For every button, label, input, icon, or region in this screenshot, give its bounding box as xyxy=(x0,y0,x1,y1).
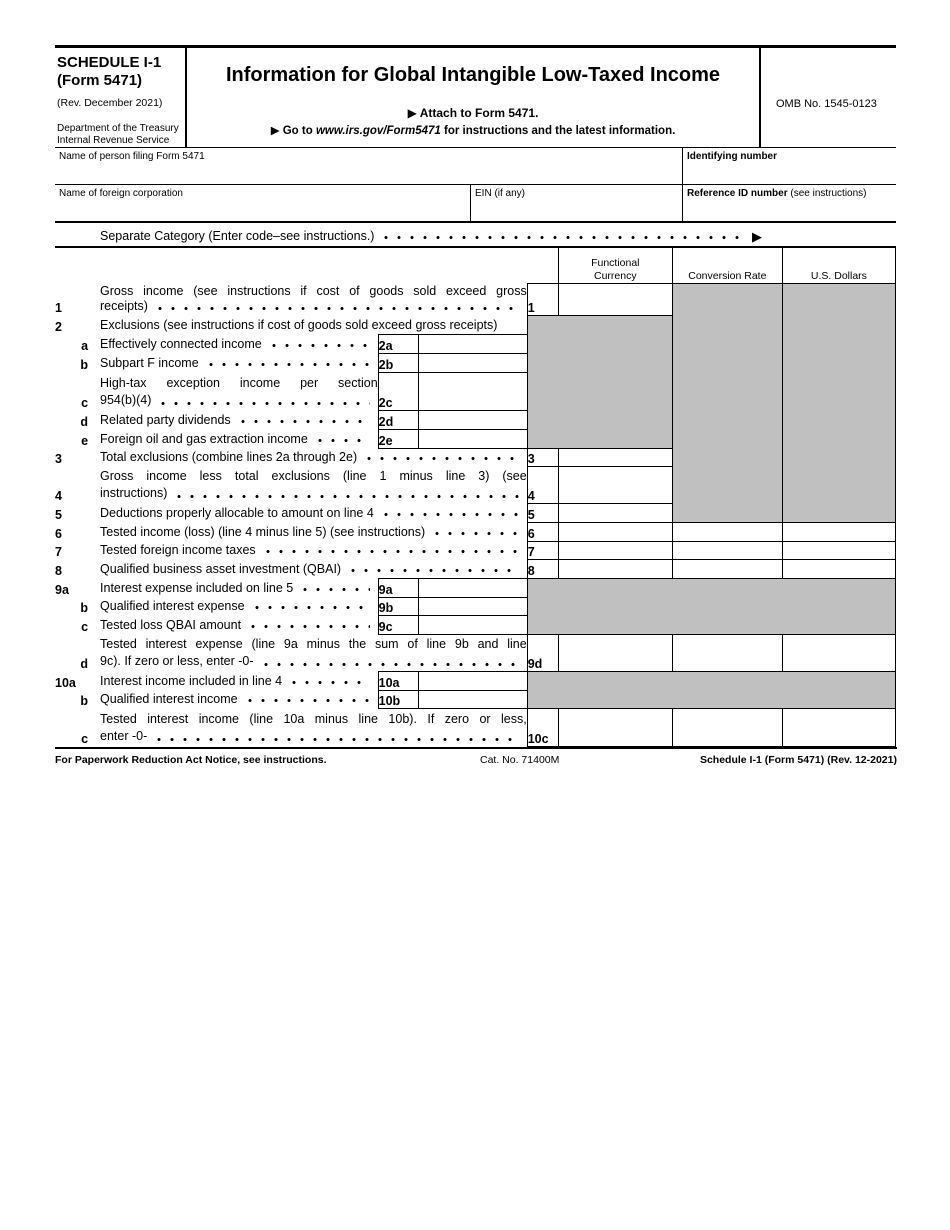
form-id-footer: Schedule I-1 (Form 5471) (Rev. 12-2021) xyxy=(699,754,897,766)
line-2a-label: Effectively connected income xyxy=(100,334,378,353)
attach-instruction: ▶ Attach to Form 5471. xyxy=(407,106,539,120)
line-10b-label: Qualified interest income xyxy=(100,690,378,708)
line-4-entry-number: 4 xyxy=(527,466,558,503)
column-header-us-dollars: U.S. Dollars xyxy=(782,248,895,283)
goto-suffix: for instructions and the latest information. xyxy=(440,125,676,137)
line-9a-number: 9a xyxy=(55,583,69,597)
line-2b-label: Subpart F income xyxy=(100,353,378,372)
line-9d-us-dollars-input[interactable] xyxy=(782,634,895,671)
column-header-conversion-rate: Conversion Rate xyxy=(672,248,782,283)
line-8-label: Qualified business asset investment (QBAI) xyxy=(100,559,527,578)
table-row-line-10c xyxy=(55,708,896,746)
line-9b-letter: b xyxy=(80,601,89,615)
leader-dots xyxy=(384,512,519,517)
line-2e-amount-input[interactable] xyxy=(418,429,527,448)
leader-dots xyxy=(241,419,370,424)
goto-prefix: ▶ Go to xyxy=(270,125,316,137)
line-2d-letter: d xyxy=(80,415,89,429)
omb-box xyxy=(761,48,896,147)
goto-instruction xyxy=(187,123,759,137)
department-label xyxy=(57,123,183,147)
line-7-label: Tested foreign income taxes xyxy=(100,541,527,559)
line-9b-entry-number: 9b xyxy=(378,597,418,615)
gilti-table xyxy=(55,248,896,747)
line-9d-letter: d xyxy=(80,657,89,671)
line-2c-amount-input[interactable] xyxy=(418,372,527,410)
lines-1-5-us-dollars-shaded xyxy=(782,283,895,522)
line-2a-letter: a xyxy=(81,339,89,353)
line-10c-conversion-rate-input[interactable] xyxy=(672,708,782,746)
line-10c-us-dollars-input[interactable] xyxy=(782,708,895,746)
reference-id-note: (see instructions) xyxy=(787,188,867,199)
leader-dots xyxy=(157,737,518,742)
line-10a-label: Interest income included in line 4 xyxy=(100,671,378,690)
line-6-label: Tested income (loss) (line 4 minus line 5) (see instructions) xyxy=(100,522,527,541)
line-9c-label: Tested loss QBAI amount xyxy=(100,615,378,634)
column-header-row xyxy=(55,248,896,283)
leader-dots xyxy=(251,624,370,629)
identifying-number-field[interactable] xyxy=(682,148,896,184)
line-5-number: 5 xyxy=(55,508,62,522)
leader-dots xyxy=(161,401,369,406)
line-9d-functional-currency-input[interactable] xyxy=(558,634,672,671)
line-8-number: 8 xyxy=(55,564,62,578)
line-10c-letter: c xyxy=(81,732,89,746)
line-10b-entry-number: 10b xyxy=(378,690,418,708)
irs-url-link[interactable]: www.irs.gov/Form5471 xyxy=(315,125,441,137)
line-5-entry-number: 5 xyxy=(527,503,558,522)
leader-dots xyxy=(292,680,370,685)
line-5-functional-currency-input[interactable] xyxy=(558,503,672,522)
line-2-number: 2 xyxy=(55,320,62,334)
line-2b-entry-number: 2b xyxy=(378,353,418,372)
line-3-functional-currency-input[interactable] xyxy=(558,448,672,466)
identity-row-1 xyxy=(55,147,896,185)
leader-dots xyxy=(266,549,519,554)
leader-dots xyxy=(318,438,370,443)
line-2c-label: High-tax exception income per section 954(b)(4) xyxy=(100,376,378,407)
revision-date: (Rev. December 2021) xyxy=(57,97,163,109)
form-header xyxy=(55,45,896,147)
lines-1-5-conversion-rate-shaded xyxy=(672,283,782,522)
line-9b-label: Qualified interest expense xyxy=(100,597,378,615)
line-5-label: Deductions properly allocable to amount on line 4 xyxy=(100,503,527,522)
leader-dots xyxy=(248,698,370,703)
form-footer xyxy=(55,747,897,766)
line-1-number: 1 xyxy=(55,301,62,315)
department-line1: Department of the Treasury xyxy=(57,123,179,134)
name-of-foreign-corporation-label: Name of foreign corporation xyxy=(59,188,183,199)
form-header-center xyxy=(185,48,761,147)
omb-number: OMB No. 1545-0123 xyxy=(776,98,877,110)
line-6-functional-currency-input[interactable] xyxy=(558,522,672,541)
separate-category-row xyxy=(55,223,896,248)
ein-field[interactable] xyxy=(470,185,682,221)
line-2d-entry-number: 2d xyxy=(378,410,418,429)
line-10c-entry-number: 10c xyxy=(527,708,558,746)
line-2e-entry-number: 2e xyxy=(378,429,418,448)
line-4-label: Gross income less total exclusions (line 1 minus line 3) (see instructions) xyxy=(100,469,527,500)
table-row-line-7 xyxy=(55,541,896,559)
line-2c-letter: c xyxy=(81,396,89,410)
table-row-line-6 xyxy=(55,522,896,541)
separate-category-code-input[interactable] xyxy=(766,225,896,243)
table-row-line-1 xyxy=(55,283,896,315)
table-row-line-10a xyxy=(55,671,896,690)
line-10c-functional-currency-input[interactable] xyxy=(558,708,672,746)
paperwork-notice: For Paperwork Reduction Act Notice, see instructions. xyxy=(55,754,327,766)
line-2b-amount-input[interactable] xyxy=(418,353,527,372)
catalog-number: Cat. No. 71400M xyxy=(480,754,560,766)
line-8-conversion-rate-input[interactable] xyxy=(672,559,782,578)
line-3-label: Total exclusions (combine lines 2a through 2e) xyxy=(100,448,527,466)
line-1-entry-number: 1 xyxy=(527,283,558,315)
line-2d-amount-input[interactable] xyxy=(418,410,527,429)
line-2a-amount-input[interactable] xyxy=(418,334,527,353)
line-6-us-dollars-input[interactable] xyxy=(782,522,895,541)
line-10a-number: 10a xyxy=(55,676,76,690)
form-title: Information for Global Intangible Low-Taxed Income xyxy=(225,64,721,86)
line-6-conversion-rate-input[interactable] xyxy=(672,522,782,541)
line-7-conversion-rate-input[interactable] xyxy=(672,541,782,559)
column-header-spacer xyxy=(55,248,558,283)
leader-dots xyxy=(177,494,518,499)
separate-category-leader-dots xyxy=(384,235,740,240)
line-2e-label: Foreign oil and gas extraction income xyxy=(100,429,378,448)
name-of-foreign-corporation-field[interactable] xyxy=(55,185,470,221)
line-10b-amount-input[interactable] xyxy=(418,690,527,708)
line-2b-letter: b xyxy=(80,358,89,372)
line-3-number: 3 xyxy=(55,452,62,466)
lines-9a-9c-shaded xyxy=(527,578,895,634)
reference-id-label: Reference ID number xyxy=(687,188,788,199)
form-header-left xyxy=(55,48,185,147)
line-2a-entry-number: 2a xyxy=(378,334,418,353)
leader-dots xyxy=(435,531,519,536)
line-2d-label: Related party dividends xyxy=(100,410,378,429)
line-7-functional-currency-input[interactable] xyxy=(558,541,672,559)
department-line2: Internal Revenue Service xyxy=(57,135,170,146)
column-header-functional-currency: Functional Currency xyxy=(558,248,672,283)
line-4-number: 4 xyxy=(55,489,62,503)
line-9d-conversion-rate-input[interactable] xyxy=(672,634,782,671)
form-number: (Form 5471) xyxy=(57,72,143,89)
line-7-us-dollars-input[interactable] xyxy=(782,541,895,559)
leader-dots xyxy=(303,587,369,592)
leader-dots xyxy=(209,362,370,367)
line-9c-letter: c xyxy=(81,620,89,634)
lines-10a-10b-shaded xyxy=(527,671,895,708)
line-1-functional-currency-input[interactable] xyxy=(558,283,672,315)
line-9a-label: Interest expense included on line 5 xyxy=(100,578,378,597)
line-10b-letter: b xyxy=(80,694,89,708)
reference-id-field[interactable] xyxy=(682,185,896,221)
leader-dots xyxy=(264,662,519,667)
identity-row-2 xyxy=(55,185,896,223)
line-7-entry-number: 7 xyxy=(527,541,558,559)
line-6-entry-number: 6 xyxy=(527,522,558,541)
line-9a-amount-input[interactable] xyxy=(418,578,527,597)
line-2-label: Exclusions (see instructions if cost of goods sold exceed gross receipts) xyxy=(100,317,498,332)
right-arrow-icon: ▶ xyxy=(752,229,762,244)
line-9d-entry-number: 9d xyxy=(527,634,558,671)
line-3-entry-number: 3 xyxy=(527,448,558,466)
line-2e-letter: e xyxy=(81,434,89,448)
line-7-number: 7 xyxy=(55,545,62,559)
line-8-functional-currency-input[interactable] xyxy=(558,559,672,578)
leader-dots xyxy=(158,306,519,311)
line-1-label: Gross income (see instructions if cost of goods sold exceed gross receipts) xyxy=(100,284,527,313)
line-9b-amount-input[interactable] xyxy=(418,597,527,615)
table-row-line-9d xyxy=(55,634,896,671)
line-10a-amount-input[interactable] xyxy=(418,671,527,690)
leader-dots xyxy=(351,568,519,573)
line-2-exclusions-shaded xyxy=(527,315,672,448)
line-9c-entry-number: 9c xyxy=(378,615,418,634)
leader-dots xyxy=(255,605,370,610)
line-9c-amount-input[interactable] xyxy=(418,615,527,634)
identifying-number-label: Identifying number xyxy=(687,151,777,162)
leader-dots xyxy=(367,456,519,461)
schedule-name: SCHEDULE I-1 xyxy=(57,54,162,71)
line-10a-entry-number: 10a xyxy=(378,671,418,690)
line-8-us-dollars-input[interactable] xyxy=(782,559,895,578)
line-2c-entry-number: 2c xyxy=(378,372,418,410)
table-row-line-9a xyxy=(55,578,896,597)
line-10c-label: Tested interest income (line 10a minus line 10b). If zero or less, enter -0- xyxy=(100,712,527,743)
table-row-line-8 xyxy=(55,559,896,578)
line-6-number: 6 xyxy=(55,527,62,541)
line-8-entry-number: 8 xyxy=(527,559,558,578)
name-of-person-field[interactable] xyxy=(55,148,682,184)
name-of-person-label: Name of person filing Form 5471 xyxy=(59,151,205,162)
leader-dots xyxy=(272,343,370,348)
line-9a-entry-number: 9a xyxy=(378,578,418,597)
line-4-functional-currency-input[interactable] xyxy=(558,466,672,503)
ein-label: EIN (if any) xyxy=(475,188,526,199)
line-9d-label: Tested interest expense (line 9a minus the sum of line 9b and line 9c). If zero or less, enter -0- xyxy=(100,636,527,668)
separate-category-label: Separate Category (Enter code–see instructions.) xyxy=(100,229,375,243)
